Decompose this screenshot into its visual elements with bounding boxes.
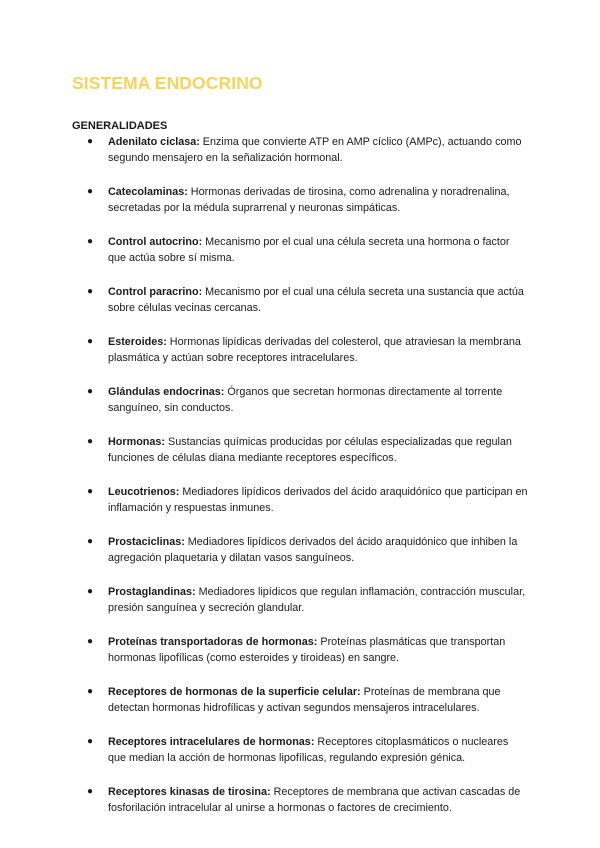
glossary-term: Hormonas: <box>108 436 165 448</box>
bullet-icon: ● <box>87 136 94 147</box>
glossary-term: Prostaglandinas: <box>108 586 196 598</box>
glossary-term: Catecolaminas: <box>108 186 188 198</box>
glossary-item <box>0 784 528 816</box>
glossary-item <box>0 684 528 716</box>
glossary-definition: Mecanismo por el cual una célula secreta una hormona o factor que actúa sobre sí misma. <box>108 236 510 264</box>
bullet-icon: ● <box>87 486 94 497</box>
bullet-icon: ● <box>87 636 94 647</box>
glossary-definition: Proteínas plasmáticas que transportan hormonas lipofílicas (como esteroides y tiroideas) en sangre. <box>108 636 506 664</box>
bullet-icon: ● <box>87 586 94 597</box>
bullet-icon: ● <box>87 436 94 447</box>
glossary-definition: Receptores citoplasmáticos o nucleares que median la acción de hormonas lipofílicas, regulando expresión génica. <box>108 736 509 764</box>
glossary-item <box>0 584 528 616</box>
glossary-term: Glándulas endocrinas: <box>108 386 225 398</box>
glossary-term: Receptores de hormonas de la superficie celular: <box>108 686 361 698</box>
bullet-icon: ● <box>87 336 94 347</box>
bullet-icon: ● <box>87 286 94 297</box>
glossary-item <box>0 184 528 216</box>
bullet-icon: ● <box>87 236 94 247</box>
glossary-item <box>0 134 528 166</box>
glossary-term: Receptores intracelulares de hormonas: <box>108 736 315 748</box>
glossary-term: Esteroides: <box>108 336 167 348</box>
glossary-item <box>0 734 528 766</box>
bullet-icon: ● <box>87 736 94 747</box>
glossary-item <box>0 534 528 566</box>
glossary-item <box>0 284 528 316</box>
glossary-term: Leucotrienos: <box>108 486 180 498</box>
bullet-icon: ● <box>87 386 94 397</box>
glossary-term: Prostaciclinas: <box>108 536 185 548</box>
glossary-item <box>0 634 528 666</box>
glossary-definition: Proteínas de membrana que detectan hormonas hidrofílicas y activan segundos mensajeros intracelulares. <box>108 686 501 714</box>
glossary-definition: Órganos que secretan hormonas directamente al torrente sanguíneo, sin conductos. <box>108 386 503 414</box>
bullet-icon: ● <box>87 686 94 697</box>
bullet-icon: ● <box>87 786 94 797</box>
glossary-term: Receptores kinasas de tirosina: <box>108 786 271 798</box>
glossary-item <box>0 384 528 416</box>
section-heading-generalidades: GENERALIDADES <box>72 120 168 132</box>
glossary-item <box>0 234 528 266</box>
glossary-definition: Enzima que convierte ATP en AMP cíclico (AMPc), actuando como segundo mensajero en la señalización hormonal. <box>108 136 522 164</box>
glossary-definition: Receptores de membrana que activan cascadas de fosforilación intracelular al unirse a hormonas o factores de crecimiento. <box>108 786 521 814</box>
glossary-item <box>0 484 528 516</box>
glossary-definition: Mecanismo por el cual una célula secreta una sustancia que actúa sobre células vecinas cercanas. <box>108 286 524 314</box>
glossary-definition: Hormonas lipídicas derivadas del colesterol, que atraviesan la membrana plasmática y actúan sobre receptores intracelulares. <box>108 336 521 364</box>
glossary-term: Control paracrino: <box>108 286 203 298</box>
bullet-icon: ● <box>87 186 94 197</box>
glossary-term: Proteínas transportadoras de hormonas: <box>108 636 318 648</box>
bullet-icon: ● <box>87 536 94 547</box>
glossary-definition: Sustancias químicas producidas por células especializadas que regulan funciones de células diana mediante receptores específicos. <box>108 436 512 464</box>
glossary-term: Control autocrino: <box>108 236 203 248</box>
glossary-list <box>0 134 600 834</box>
glossary-definition: Mediadores lipídicos que regulan inflamación, contracción muscular, presión sanguínea y secreción glandular. <box>108 586 526 614</box>
glossary-definition: Mediadores lipídicos derivados del ácido araquidónico que inhiben la agregación plaquetaria y dilatan vasos sanguíneos. <box>108 536 518 564</box>
glossary-definition: Mediadores lipídicos derivados del ácido araquidónico que participan en inflamación y respuestas inmunes. <box>108 486 528 514</box>
glossary-term: Adenilato ciclasa: <box>108 136 200 148</box>
glossary-definition: Hormonas derivadas de tirosina, como adrenalina y noradrenalina, secretadas por la médula suprarrenal y neuronas simpáticas. <box>108 186 510 214</box>
glossary-item <box>0 434 528 466</box>
glossary-item <box>0 334 528 366</box>
document-title: SISTEMA ENDOCRINO <box>72 73 263 93</box>
